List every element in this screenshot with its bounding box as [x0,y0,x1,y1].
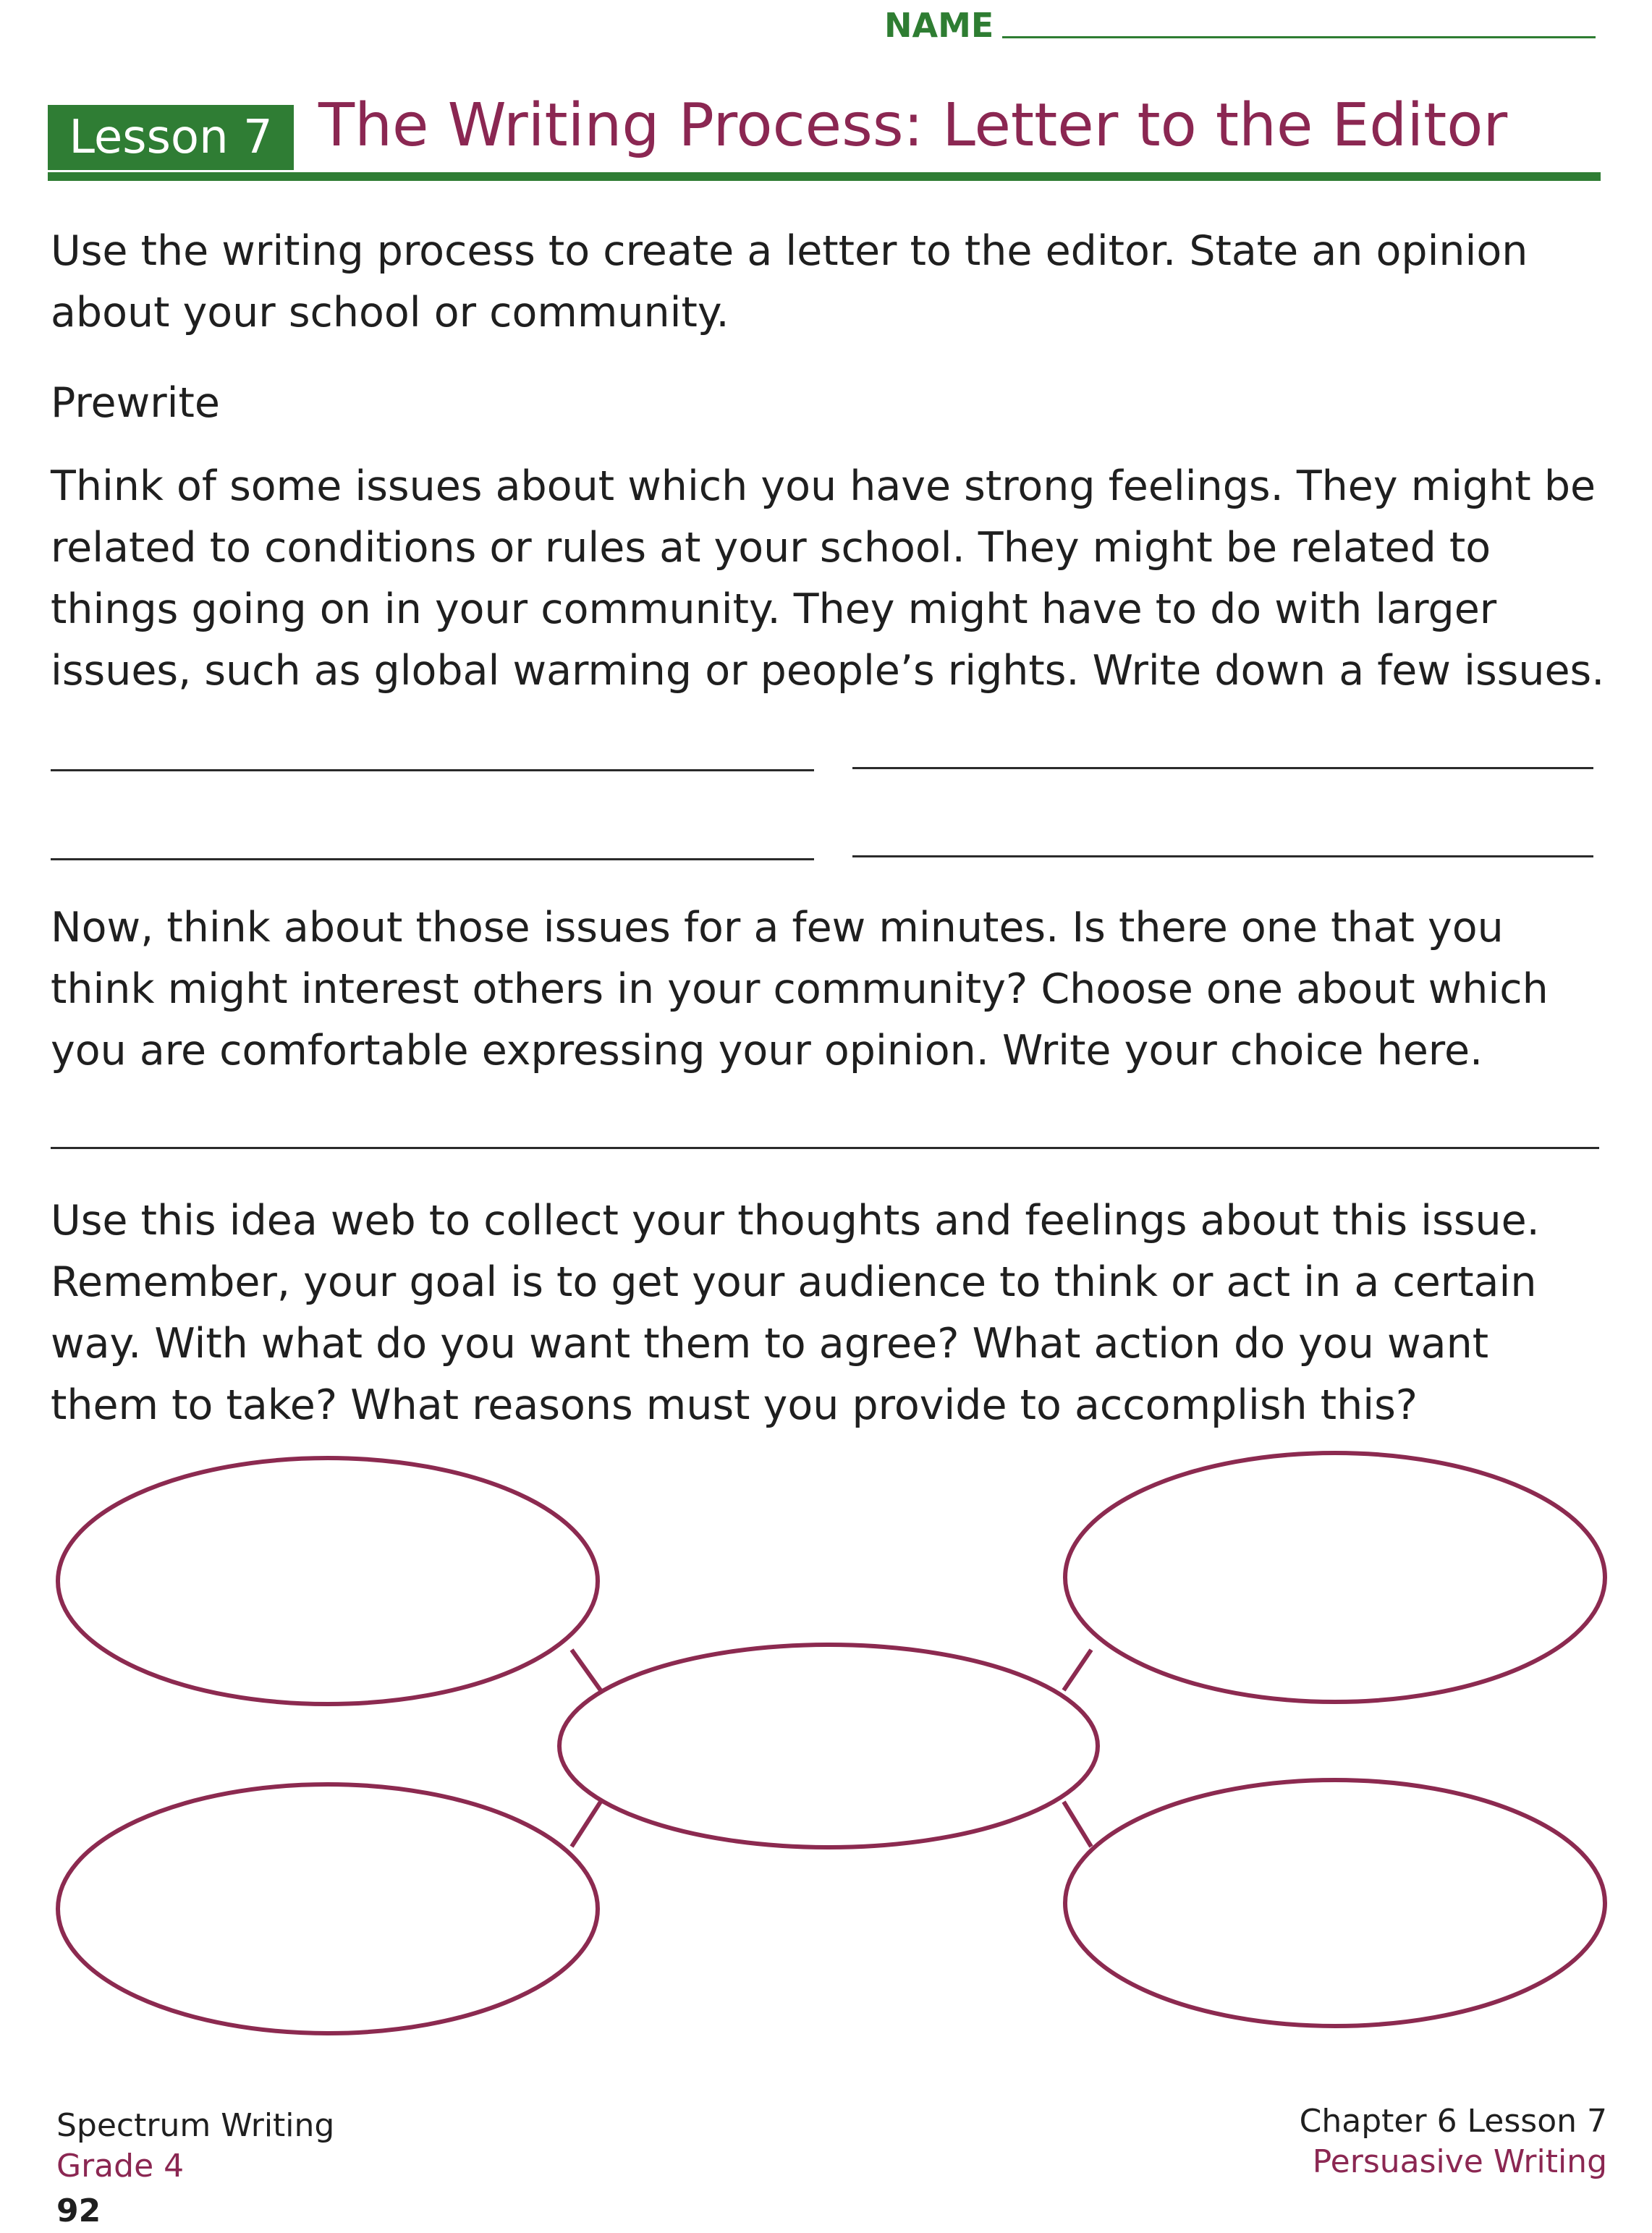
web-connector [1064,1650,1091,1690]
web-connector [1064,1802,1091,1847]
issue-answer-line[interactable] [852,855,1593,857]
web-bubble-center[interactable] [559,1645,1098,1847]
web-connector [572,1802,601,1847]
choose-issue-paragraph: Now, think about those issues for a few minutes. Is there one that you think might interest others in your community? Choose one about which you are comfortable expressing your opinion. Write your choice here. [51,904,1549,1075]
web-bubble-top-right[interactable] [1065,1453,1605,1702]
footer-chapter: Chapter 6 Lesson 7 [1299,2103,1607,2140]
choice-answer-line[interactable] [51,1147,1599,1149]
prewrite-heading: Prewrite [51,379,220,427]
page-number: 92 [56,2192,101,2229]
issue-answer-line[interactable] [51,769,814,771]
issue-answer-line[interactable] [51,858,814,860]
name-input-line[interactable] [1002,36,1596,38]
name-label: NAME [884,6,994,45]
web-bubble-top-left[interactable] [58,1458,598,1704]
lesson-badge: Lesson 7 [48,105,294,170]
page-title: The Writing Process: Letter to the Editor [318,91,1508,160]
issue-answer-line[interactable] [852,767,1593,769]
think-paragraph: Think of some issues about which you have strong feelings. They might be related to conditions or rules at your school. They might be related to things going on in your community. They might have to do with larger issues, such as global warming or people’s rights. Write down a few issues. [51,462,1605,695]
idea-web-diagram [0,1433,1652,2084]
intro-paragraph: Use the writing process to create a letter to the editor. State an opinion about your school or community. [51,227,1528,336]
footer-series: Spectrum Writing [56,2107,335,2144]
header-divider [48,172,1601,181]
idea-web-paragraph: Use this idea web to collect your thoughts and feelings about this issue. Remember, your goal is to get your audience to think or act in a certain way. With what do you want them to agree? What action do you want them to take? What reasons must you provide to accomplish this? [51,1197,1540,1429]
web-bubble-bottom-right[interactable] [1065,1780,1605,2026]
web-bubble-bottom-left[interactable] [58,1784,598,2033]
web-connector [572,1650,601,1690]
footer-unit: Persuasive Writing [1312,2143,1607,2180]
footer-grade: Grade 4 [56,2148,185,2185]
